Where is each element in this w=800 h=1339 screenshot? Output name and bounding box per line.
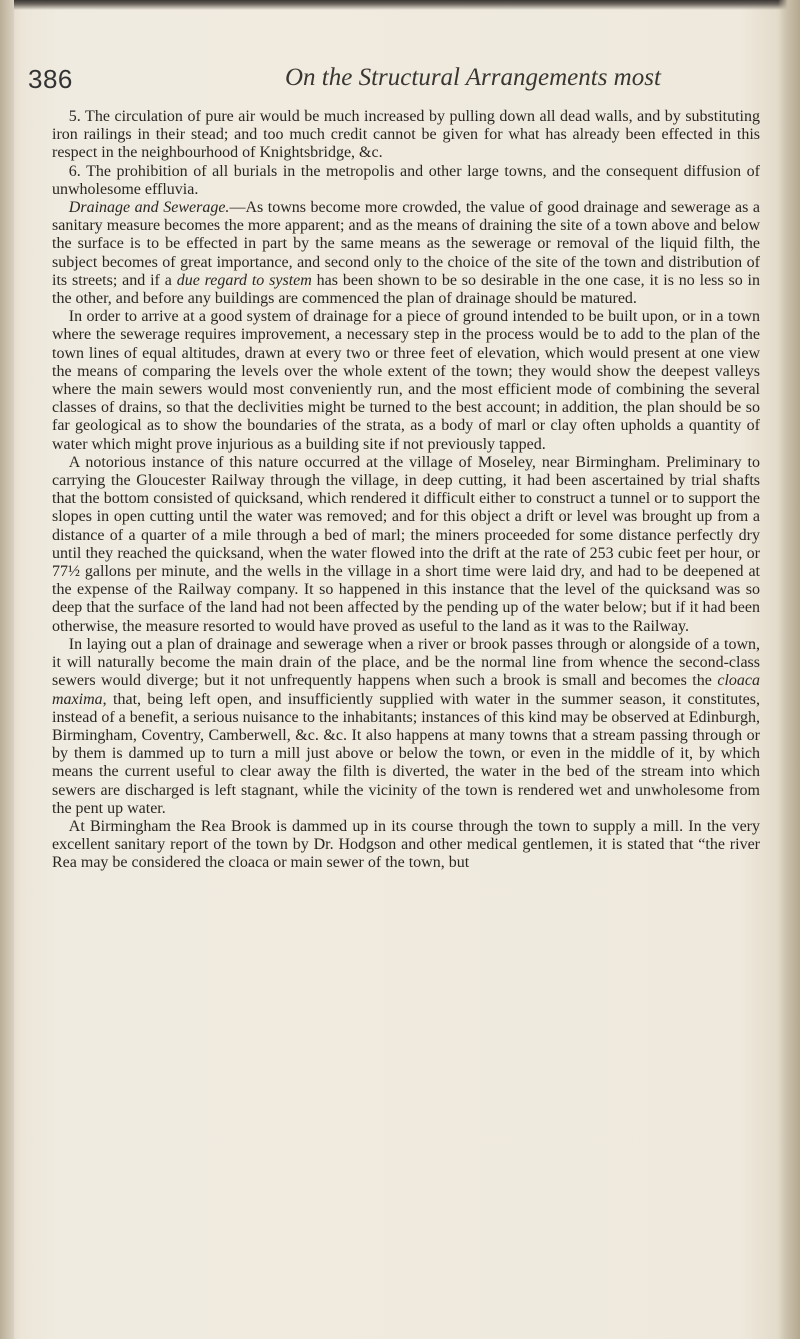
text-run: In laying out a plan of drainage and sewerage when a river or brook passes through or alongside of a town, it will naturally become the main drain of the place, and be the normal line from whence the second-class sewers would diverge; but it not unfrequently happens when such a brook is small and becomes the: [52, 635, 760, 690]
text-run: 5. The circulation of pure air would be much increased by pulling down all dead walls, and by substituting iron railings in their stead; and too much credit cannot be given for what has already been effected in this respect in the neighbourhood of Knightsbridge, &c.: [52, 108, 760, 162]
paragraph: [52, 108, 760, 163]
paragraph: [52, 636, 760, 818]
text-run: In order to arrive at a good system of drainage for a piece of ground intended to be built upon, or in a town where the sewerage requires improvement, a necessary step in the process would be to add to the plan of the town lines of equal altitudes, drawn at every two or three feet of elevation, which would present at one view the means of comparing the levels over the whole extent of the town; they would show the deepest valleys where the main sewers would most conveniently run, and the most efficient mode of combining the several classes of drains, so that the declivities might be turned to the best account; in addition, the plan should be so far geological as to show the boundaries of the strata, as a body of marl or clay often upholds a quantity of water which might prove injurious as a building site if not previously tapped.: [52, 308, 760, 453]
italic-text-run: Drainage and Sewerage.: [68, 199, 230, 217]
text-run: At Birmingham the Rea Brook is dammed up in its course through the town to supply a mill. In the very excellent sanitary report of the town by Dr. Hodgson and other medical gentlemen, it is stated that “the river Rea may be considered the cloaca or main sewer of the town, but: [52, 817, 760, 872]
binding-edge: [0, 0, 14, 1339]
body-text: [52, 108, 760, 873]
paragraph: [52, 308, 760, 454]
text-run: has been shown to be so desirable in the one case, it is no less so in the other, and before any buildings are commenced the plan of drainage should be matured.: [52, 271, 761, 308]
italic-text-run: cloaca maxima: [52, 672, 760, 708]
text-run: 6. The prohibition of all burials in the metropolis and other large towns, and the consequent diffusion of unwholesome effluvia.: [52, 162, 760, 198]
paragraph: [52, 818, 760, 873]
paragraph: [52, 454, 760, 636]
paragraph: [52, 199, 760, 308]
page-number: 386: [28, 64, 73, 94]
page-top-shadow: [0, 0, 800, 10]
text-run: A notorious instance of this nature occurred at the village of Moseley, near Birmingham. Preliminary to carrying the Gloucester Railway through the village, in deep cutting, it had been ascertained by trial shafts that the bottom consisted of quicksand, which rendered it difficult either to construct a tunnel or to support the slopes in open cutting until the water was removed; and for this object a drift or level was brought up from a distance of a quarter of a mile through a bed of marl; the miners proceeded for some distance perfectly dry until they reached the quicksand, when the water flowed into the drift at the rate of 253 cubic feet per hour, or 77½ gallons per minute, and the wells in the village in a short time were laid dry, and had to be deepened at the expense of the Railway company. It so happened in this instance that the level of the quicksand was so deep that the surface of the land had not been affected by the pending up of the water below; but if it had been otherwise, the measure resorted to would have proved as useful to the land as it was to the Railway.: [52, 453, 760, 635]
page-header: [28, 64, 768, 98]
next-page-edge: [778, 0, 800, 1339]
running-title: On the Structural Arrangements most: [285, 64, 661, 91]
paragraph: [52, 163, 760, 199]
text-run: , that, being left open, and insufficiently supplied with water in the summer season, it constitutes, instead of a benefit, a serious nuisance to the inhabitants; instances of this kind may be observed at Edinburgh, Birmingham, Coventry, Camberwell, &c. &c. It also happens at many towns that a stream passing through or by them is dammed up to turn a mill just above or below the town, or even in the middle of it, by which means the current useful to clear away the filth is diverted, the water in the bed of the stream into which sewers are discharged is left stagnant, while the vicinity of the town is rendered wet and unwholesome from the pent up water.: [52, 690, 760, 817]
italic-text-run: due regard to system: [176, 271, 312, 289]
text-run: —As towns become more crowded, the value of good drainage and sewerage as a sanitary measure becomes the more apparent; and as the means of draining the site of a town above and below the surface is to be effected in part by the same means as the sewerage or removal of the liquid filth, the subject becomes of great importance, and second only to the choice of the site of the town and distribution of its streets; and if a: [52, 199, 760, 289]
